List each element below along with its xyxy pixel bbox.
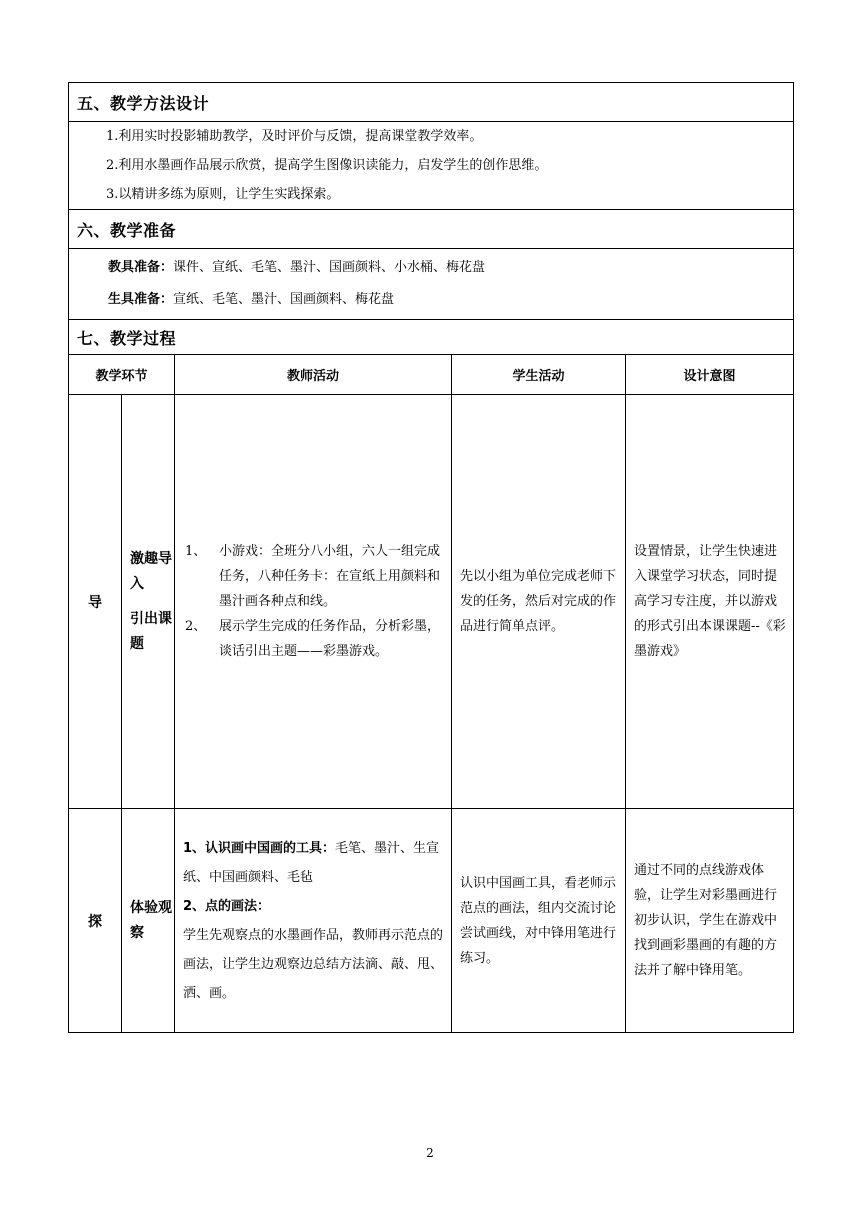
design-intent-cell-2: 通过不同的点线游戏体验，让学生对彩墨画进行初步认识，学生在游戏中找到画彩墨画的有趣的方法并了解中锋用笔。	[626, 809, 794, 1033]
section-6-title: 六、教学准备	[69, 210, 794, 249]
stage-lead-in: 导	[69, 395, 122, 809]
method-item-2: 2.利用水墨画作品展示欣赏，提高学生图像识读能力，启发学生的创作思维。	[106, 158, 548, 173]
step-text: 小游戏：全班分八小组，六人一组完成任务，八种任务卡：在宣纸上用颜料和墨汁画各种点和线。	[219, 544, 441, 609]
explore-para-1-bold: 1、认识画中国画的工具：	[183, 840, 336, 856]
teacher-prep-line	[69, 252, 793, 284]
stage-sub-label-1: 激趣导入	[130, 550, 172, 592]
page-number: 2	[426, 1146, 434, 1160]
teacher-activity-cell-2	[175, 809, 452, 1033]
student-prep-line	[69, 284, 793, 316]
stage-explore-sub: 体验观察	[122, 809, 175, 1033]
teacher-prep-items: 课件、宣纸、毛笔、墨汁、国画颜料、小水桶、梅花盘	[173, 260, 486, 275]
header-student-activity: 学生活动	[452, 355, 626, 395]
explore-para-2	[183, 892, 447, 921]
student-prep-items: 宣纸、毛笔、墨汁、国画颜料、梅花盘	[173, 292, 395, 307]
student-activity-cell-1: 先以小组为单位完成老师下发的任务，然后对完成的作品进行简单点评。	[452, 395, 626, 809]
teacher-step-2	[185, 614, 443, 664]
section-7-title: 七、教学过程	[69, 320, 794, 355]
method-item-3: 3.以精讲多练为原则，让学生实践探索。	[106, 187, 340, 202]
student-activity-cell-2: 认识中国画工具，看老师示范点的画法，组内交流讨论尝试画线，对中锋用笔进行练习。	[452, 809, 626, 1033]
teacher-activity-cell-1	[175, 395, 452, 809]
explore-para-1	[183, 834, 447, 892]
design-intent-cell-1: 设置情景，让学生快速进入课堂学习状态，同时提高学习专注度，并以游戏的形式引出本课课题--《彩墨游戏》	[626, 395, 794, 809]
stage-sub-label-2: 引出课题	[130, 610, 172, 652]
lesson-plan-table	[68, 82, 794, 1033]
section-5-title: 五、教学方法设计	[69, 83, 794, 122]
teacher-prep-label: 教具准备：	[108, 260, 174, 275]
explore-para-1-text: 毛笔、墨汁、生宣纸、中国画颜料、毛毡	[183, 840, 440, 885]
student-prep-label: 生具准备：	[108, 292, 174, 307]
teacher-step-1	[185, 539, 443, 614]
section-6-body	[69, 249, 794, 320]
step-number: 2、	[185, 619, 207, 634]
explore-para-3: 学生先观察点的水墨画作品，教师再示范点的画法，让学生边观察边总结方法滴、敲、甩、洒、画。	[183, 927, 444, 1001]
header-teacher-activity: 教师活动	[175, 355, 452, 395]
header-design-intent: 设计意图	[626, 355, 794, 395]
method-item-1: 1.利用实时投影辅助教学，及时评价与反馈，提高课堂教学效率。	[106, 129, 483, 144]
step-number: 1、	[185, 544, 207, 559]
section-5-body	[69, 122, 794, 210]
header-stage: 教学环节	[69, 355, 175, 395]
teacher-steps	[175, 539, 451, 664]
step-text: 展示学生完成的任务作品，分析彩墨，谈话引出主题——彩墨游戏。	[219, 619, 441, 659]
stage-lead-in-sub	[122, 395, 175, 809]
explore-para-2-bold: 2、点的画法：	[183, 898, 271, 914]
stage-explore: 探	[69, 809, 122, 1033]
